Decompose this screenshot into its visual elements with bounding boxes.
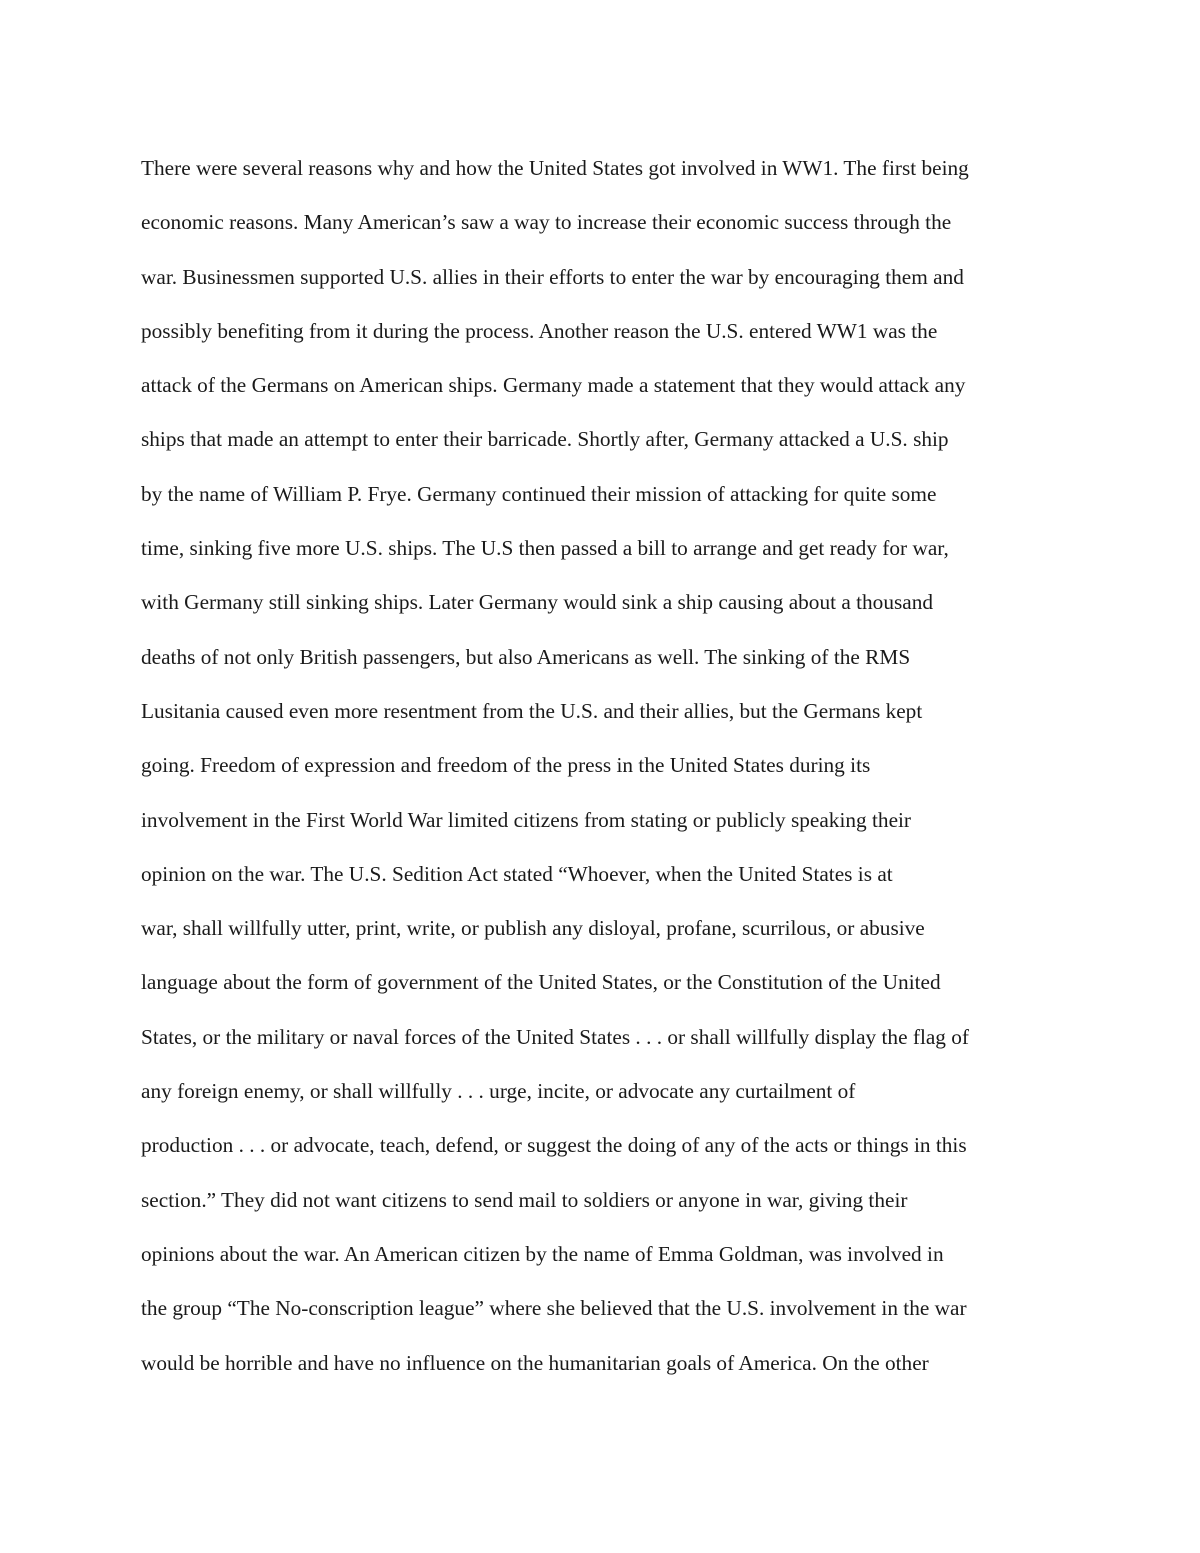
text-line: possibly benefiting from it during the process. Another reason the U.S. entered WW1 was the bbox=[141, 318, 938, 343]
text-line: States, or the military or naval forces of the United States . . . or shall willfully display the flag of bbox=[141, 1024, 970, 1049]
text-line: would be horrible and have no influence on the humanitarian goals of America. On the other bbox=[141, 1350, 929, 1375]
text-line: involvement in the First World War limited citizens from stating or publicly speaking their bbox=[141, 807, 912, 832]
text-line: economic reasons. Many American’s saw a way to increase their economic success through the bbox=[141, 210, 952, 235]
text-line: Lusitania caused even more resentment from the U.S. and their allies, but the Germans kept bbox=[141, 698, 923, 723]
text-line: the group “The No-conscription league” where she believed that the U.S. involvement in the war bbox=[141, 1296, 967, 1321]
text-line: going. Freedom of expression and freedom of the press in the United States during its bbox=[141, 753, 871, 778]
text-line: war, shall willfully utter, print, write, or publish any disloyal, profane, scurrilous, or abusive bbox=[141, 916, 925, 941]
text-line: There were several reasons why and how the United States got involved in WW1. The first being bbox=[141, 156, 969, 180]
text-line: section.” They did not want citizens to send mail to soldiers or anyone in war, giving their bbox=[141, 1187, 908, 1212]
text-line: time, sinking five more U.S. ships. The U.S then passed a bill to arrange and get ready for war, bbox=[141, 536, 949, 561]
text-line: production . . . or advocate, teach, defend, or suggest the doing of any of the acts or things in this bbox=[141, 1133, 967, 1158]
text-line: war. Businessmen supported U.S. allies in their efforts to enter the war by encouraging them and bbox=[141, 264, 964, 289]
text-line: opinion on the war. The U.S. Sedition Act stated “Whoever, when the United States is at bbox=[141, 861, 893, 886]
body-paragraph bbox=[141, 148, 1071, 1397]
text-line: deaths of not only British passengers, but also Americans as well. The sinking of the RMS bbox=[141, 644, 911, 669]
text-line: opinions about the war. An American citizen by the name of Emma Goldman, was involved in bbox=[141, 1241, 944, 1266]
text-line: ships that made an attempt to enter their barricade. Shortly after, Germany attacked a U.S. ship bbox=[141, 427, 949, 452]
text-line: attack of the Germans on American ships. Germany made a statement that they would attack any bbox=[141, 373, 966, 398]
text-line: with Germany still sinking ships. Later Germany would sink a ship causing about a thousand bbox=[141, 590, 934, 615]
text-line: by the name of William P. Frye. Germany continued their mission of attacking for quite some bbox=[141, 481, 937, 506]
text-line: language about the form of government of the United States, or the Constitution of the United bbox=[141, 970, 941, 995]
text-line: any foreign enemy, or shall willfully . . . urge, incite, or advocate any curtailment of bbox=[141, 1079, 856, 1104]
